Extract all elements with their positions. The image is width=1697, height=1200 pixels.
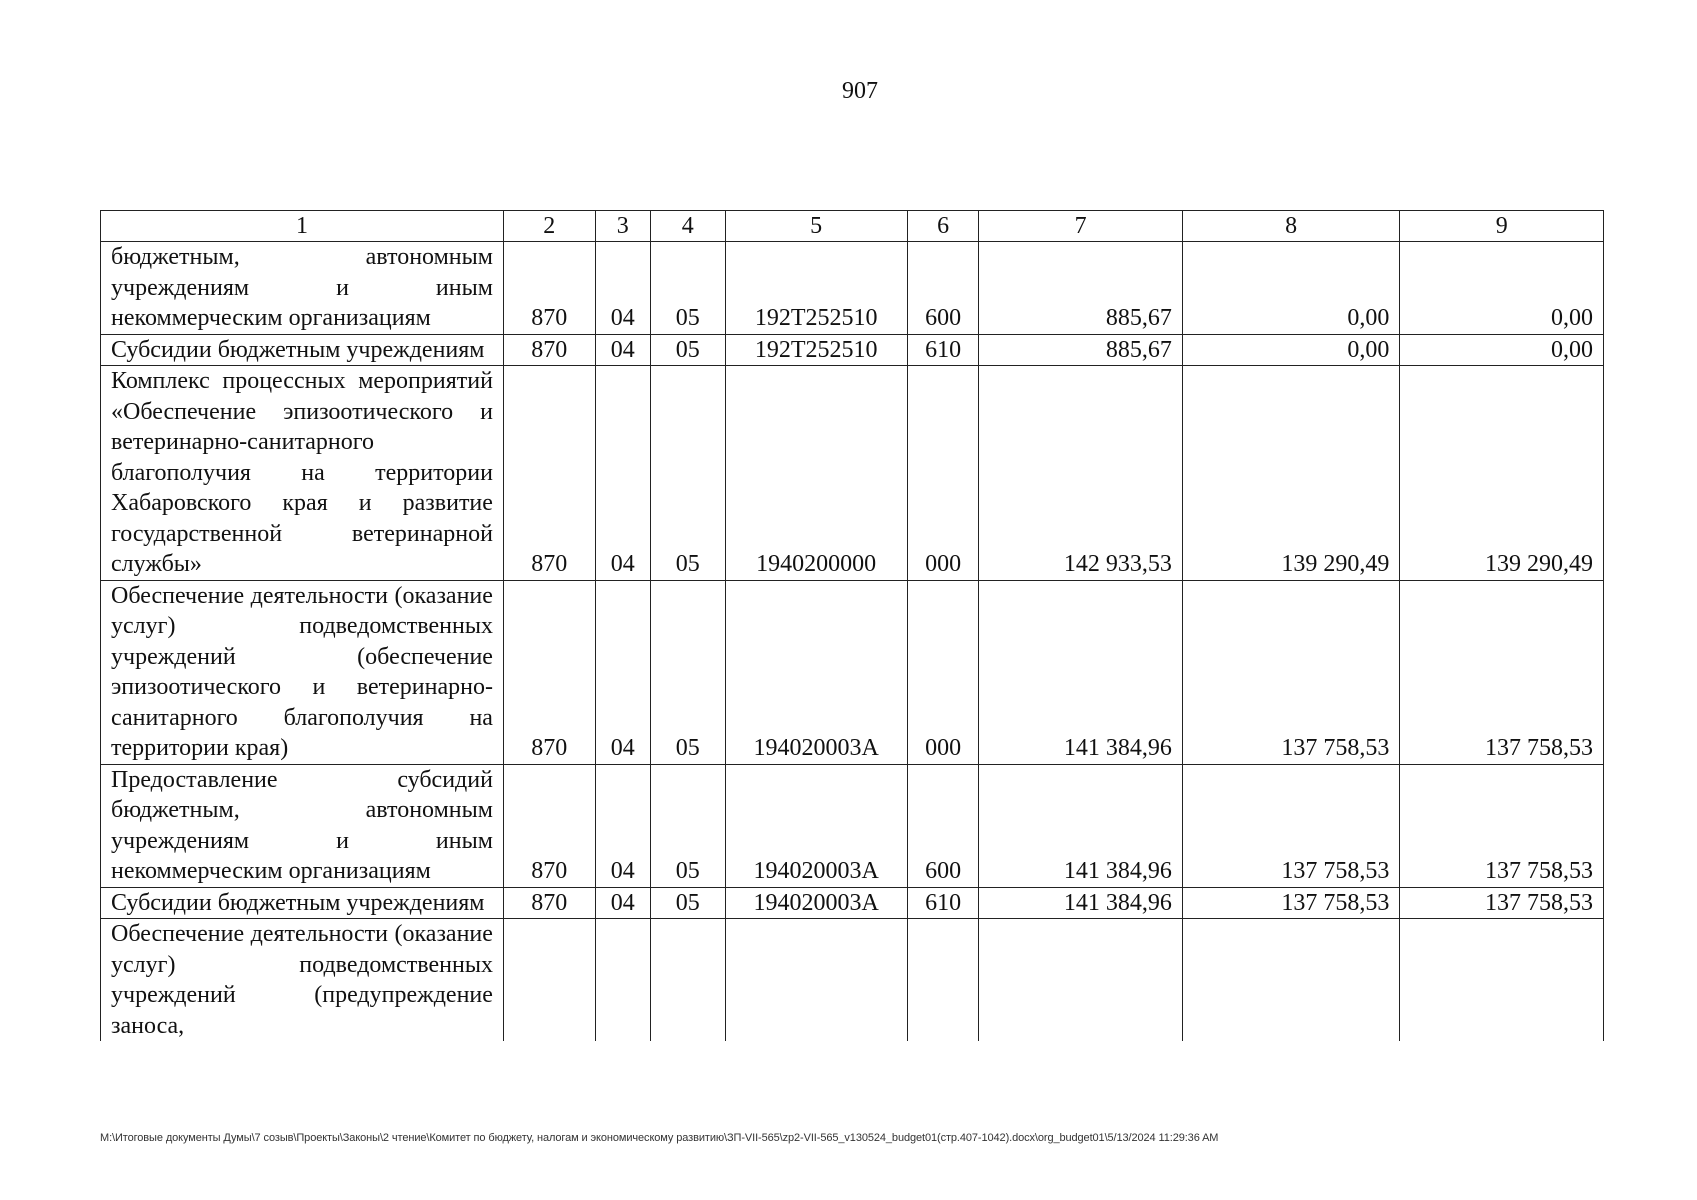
row-name-cell: Обеспечение деятельности (оказание услуг) подведомственных учреждений (предупреждение заноса, bbox=[101, 919, 504, 1042]
subsection-cell: 05 bbox=[650, 334, 725, 366]
row-name-cell: Субсидии бюджетным учреждениям bbox=[101, 334, 504, 366]
expense-type-cell: 000 bbox=[907, 580, 979, 764]
header-col-1: 1 bbox=[101, 211, 504, 242]
amount-col-9-cell: 137 758,53 bbox=[1400, 580, 1604, 764]
expense-type-cell: 600 bbox=[907, 764, 979, 887]
amount-col-8-cell: 137 758,53 bbox=[1182, 887, 1400, 919]
header-col-9: 9 bbox=[1400, 211, 1604, 242]
amount-col-8-cell: 139 290,49 bbox=[1182, 366, 1400, 581]
header-col-4: 4 bbox=[650, 211, 725, 242]
target-article-cell: 194020003А bbox=[725, 764, 907, 887]
table-row bbox=[101, 887, 1604, 919]
expense-type-cell: 610 bbox=[907, 334, 979, 366]
amount-col-7-cell bbox=[979, 919, 1182, 1042]
table-row bbox=[101, 919, 1604, 1042]
amount-col-9-cell: 137 758,53 bbox=[1400, 764, 1604, 887]
expense-type-cell: 600 bbox=[907, 242, 979, 335]
table-row bbox=[101, 334, 1604, 366]
footer-file-path: M:\Итоговые документы Думы\7 созыв\Проекты\Законы\2 чтение\Комитет по бюджету, налогам и экономическому развитию\ЗП-VII-565\zp2-VII-565_v130524_budget01(стр.407-1042).docx\org_budget01\5/13/2024 11:29:36 AM bbox=[100, 1132, 1219, 1144]
amount-col-9-cell bbox=[1400, 919, 1604, 1042]
admin-code-cell: 870 bbox=[503, 334, 595, 366]
subsection-cell: 05 bbox=[650, 887, 725, 919]
admin-code-cell: 870 bbox=[503, 887, 595, 919]
subsection-cell: 05 bbox=[650, 242, 725, 335]
admin-code-cell: 870 bbox=[503, 764, 595, 887]
header-col-5: 5 bbox=[725, 211, 907, 242]
admin-code-cell: 870 bbox=[503, 242, 595, 335]
section-cell bbox=[595, 919, 650, 1042]
section-cell: 04 bbox=[595, 242, 650, 335]
header-col-2: 2 bbox=[503, 211, 595, 242]
amount-col-7-cell: 141 384,96 bbox=[979, 580, 1182, 764]
budget-table bbox=[100, 210, 1604, 1041]
target-article-cell: 1940200000 bbox=[725, 366, 907, 581]
row-name-cell: Комплекс процессных мероприятий «Обеспечение эпизоотического и ветеринарно-санитарного благополучия на территории Хабаровского края и развитие государственной ветеринарной службы» bbox=[101, 366, 504, 581]
subsection-cell: 05 bbox=[650, 764, 725, 887]
table-row bbox=[101, 580, 1604, 764]
section-cell: 04 bbox=[595, 334, 650, 366]
row-name-cell: бюджетным, автономным учреждениям и иным некоммерческим организациям bbox=[101, 242, 504, 335]
amount-col-8-cell: 0,00 bbox=[1182, 242, 1400, 335]
amount-col-8-cell: 0,00 bbox=[1182, 334, 1400, 366]
amount-col-8-cell bbox=[1182, 919, 1400, 1042]
table-row bbox=[101, 366, 1604, 581]
table-row bbox=[101, 764, 1604, 887]
target-article-cell: 194020003А bbox=[725, 887, 907, 919]
subsection-cell bbox=[650, 919, 725, 1042]
section-cell: 04 bbox=[595, 764, 650, 887]
header-col-3: 3 bbox=[595, 211, 650, 242]
admin-code-cell bbox=[503, 919, 595, 1042]
admin-code-cell: 870 bbox=[503, 580, 595, 764]
amount-col-9-cell: 137 758,53 bbox=[1400, 887, 1604, 919]
section-cell: 04 bbox=[595, 887, 650, 919]
section-cell: 04 bbox=[595, 580, 650, 764]
target-article-cell bbox=[725, 919, 907, 1042]
amount-col-8-cell: 137 758,53 bbox=[1182, 580, 1400, 764]
admin-code-cell: 870 bbox=[503, 366, 595, 581]
expense-type-cell: 610 bbox=[907, 887, 979, 919]
amount-col-9-cell: 139 290,49 bbox=[1400, 366, 1604, 581]
amount-col-9-cell: 0,00 bbox=[1400, 242, 1604, 335]
row-name-cell: Обеспечение деятельности (оказание услуг) подведомственных учреждений (обеспечение эпизоотического и ветеринарно-санитарного благополучия на территории края) bbox=[101, 580, 504, 764]
target-article-cell: 192Т252510 bbox=[725, 242, 907, 335]
amount-col-7-cell: 885,67 bbox=[979, 242, 1182, 335]
row-name-cell: Предоставление субсидий бюджетным, автономным учреждениям и иным некоммерческим организациям bbox=[101, 764, 504, 887]
amount-col-7-cell: 141 384,96 bbox=[979, 764, 1182, 887]
header-col-6: 6 bbox=[907, 211, 979, 242]
table-row bbox=[101, 242, 1604, 335]
section-cell: 04 bbox=[595, 366, 650, 581]
amount-col-7-cell: 885,67 bbox=[979, 334, 1182, 366]
subsection-cell: 05 bbox=[650, 580, 725, 764]
header-col-8: 8 bbox=[1182, 211, 1400, 242]
amount-col-7-cell: 142 933,53 bbox=[979, 366, 1182, 581]
target-article-cell: 194020003А bbox=[725, 580, 907, 764]
amount-col-8-cell: 137 758,53 bbox=[1182, 764, 1400, 887]
page-number: 907 bbox=[842, 78, 878, 104]
subsection-cell: 05 bbox=[650, 366, 725, 581]
row-name-cell: Субсидии бюджетным учреждениям bbox=[101, 887, 504, 919]
expense-type-cell bbox=[907, 919, 979, 1042]
expense-type-cell: 000 bbox=[907, 366, 979, 581]
target-article-cell: 192Т252510 bbox=[725, 334, 907, 366]
header-row bbox=[101, 211, 1604, 242]
amount-col-9-cell: 0,00 bbox=[1400, 334, 1604, 366]
header-col-7: 7 bbox=[979, 211, 1182, 242]
amount-col-7-cell: 141 384,96 bbox=[979, 887, 1182, 919]
